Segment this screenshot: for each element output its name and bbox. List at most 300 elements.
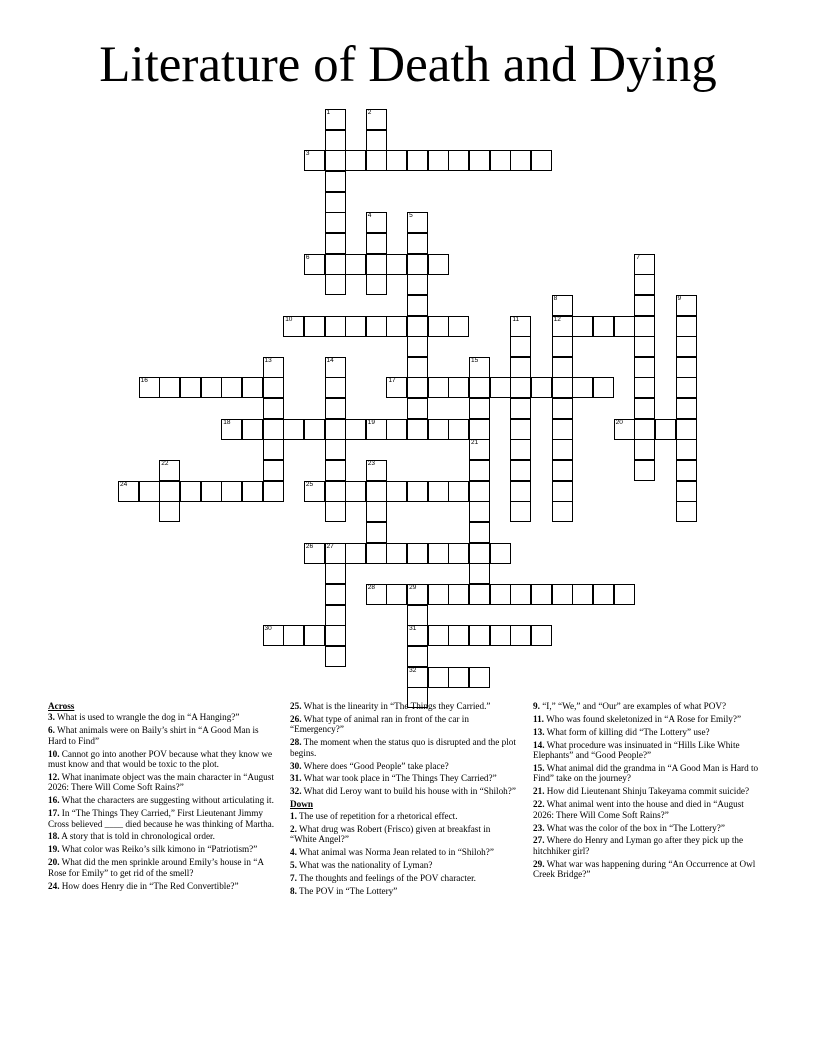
clue-text: The moment when the status quo is disrupted and the plot begins. <box>290 737 516 758</box>
grid-cell[interactable] <box>510 625 531 646</box>
grid-cell[interactable] <box>242 377 263 398</box>
clue-item <box>290 824 518 845</box>
clue-text: What type of animal ran in front of the car in “Emergency?” <box>290 713 469 735</box>
grid-cell[interactable] <box>572 584 593 605</box>
grid-cell[interactable] <box>428 481 449 502</box>
grid-cell[interactable] <box>386 377 407 398</box>
grid-cell[interactable] <box>510 439 531 460</box>
grid-cell[interactable] <box>552 419 573 440</box>
grid-cell[interactable] <box>469 625 490 646</box>
grid-cell[interactable] <box>469 584 490 605</box>
grid-cell[interactable] <box>634 274 655 295</box>
clue-number-label: 8. <box>290 885 297 896</box>
clue-number-label: 3. <box>48 712 55 723</box>
grid-cell[interactable] <box>407 646 428 667</box>
clue-text: What color was Reiko’s silk kimono in “Patriotism?” <box>59 844 258 855</box>
clue-text: The thoughts and feelings of the POV character. <box>296 872 476 883</box>
grid-cell[interactable] <box>242 481 263 502</box>
clue-item <box>48 857 276 878</box>
grid-cell[interactable] <box>552 398 573 419</box>
clue-item <box>290 701 518 711</box>
grid-cell[interactable] <box>552 357 573 378</box>
grid-cell[interactable] <box>552 295 573 316</box>
grid-cell[interactable] <box>407 481 428 502</box>
clue-number: 21 <box>471 439 479 447</box>
grid-cell[interactable] <box>490 377 511 398</box>
grid-cell[interactable] <box>469 667 490 688</box>
grid-cell[interactable] <box>263 377 284 398</box>
grid-cell[interactable] <box>325 377 346 398</box>
grid-cell[interactable] <box>386 316 407 337</box>
grid-cell[interactable] <box>634 357 655 378</box>
grid-cell[interactable] <box>469 377 490 398</box>
grid-cell[interactable] <box>242 419 263 440</box>
grid-cell[interactable] <box>510 419 531 440</box>
clue-item <box>290 761 518 771</box>
grid-cell[interactable] <box>614 419 635 440</box>
grid-cell[interactable] <box>263 398 284 419</box>
grid-cell[interactable] <box>676 501 697 522</box>
clue-number-label: 20. <box>48 857 60 868</box>
grid-cell[interactable] <box>325 460 346 481</box>
clue-number-label: 14. <box>533 739 545 750</box>
grid-cell[interactable] <box>345 419 366 440</box>
grid-cell[interactable] <box>531 377 552 398</box>
clue-number-label: 11. <box>533 713 544 724</box>
clue-text: How does Henry die in “The Red Convertible?” <box>59 880 239 891</box>
grid-cell[interactable] <box>366 254 387 275</box>
grid-cell[interactable] <box>263 439 284 460</box>
clue-number-label: 26. <box>290 713 302 724</box>
grid-cell[interactable] <box>366 274 387 295</box>
clue-item <box>533 727 765 737</box>
grid-cell[interactable] <box>469 543 490 564</box>
grid-cell[interactable] <box>386 584 407 605</box>
grid-cell[interactable] <box>325 543 346 564</box>
clue-text: What is used to wrangle the dog in “A Hanging?” <box>54 712 240 723</box>
grid-cell[interactable] <box>614 316 635 337</box>
grid-cell[interactable] <box>366 584 387 605</box>
grid-cell[interactable] <box>325 171 346 192</box>
clue-item <box>48 844 276 854</box>
grid-cell[interactable] <box>593 377 614 398</box>
clue-number-label: 13. <box>533 726 545 737</box>
grid-cell[interactable] <box>428 316 449 337</box>
grid-cell[interactable] <box>552 316 573 337</box>
clue-text: Cannot go into another POV because what they know we must know and that would be toxic to the plot. <box>48 748 273 770</box>
grid-cell[interactable] <box>510 481 531 502</box>
grid-cell[interactable] <box>180 377 201 398</box>
clue-text: In “The Things They Carried,” First Lieutenant Jimmy Cross believed ____ died because he was thinking of Martha. <box>48 808 275 829</box>
grid-cell[interactable] <box>304 254 325 275</box>
clue-number: 30 <box>264 625 272 633</box>
clue-number-label: 10. <box>48 748 60 759</box>
clue-number-label: 2. <box>290 823 297 834</box>
grid-cell[interactable] <box>634 398 655 419</box>
grid-cell[interactable] <box>325 419 346 440</box>
clue-number-label: 5. <box>290 859 297 870</box>
grid-cell[interactable] <box>510 357 531 378</box>
grid-cell[interactable] <box>325 233 346 254</box>
clue-number-label: 25. <box>290 701 302 711</box>
clue-number: 2 <box>367 109 372 116</box>
grid-cell[interactable] <box>428 543 449 564</box>
grid-cell[interactable] <box>325 481 346 502</box>
clue-number-label: 31. <box>290 773 302 784</box>
grid-cell[interactable] <box>325 109 346 130</box>
grid-cell[interactable] <box>469 460 490 481</box>
grid-cell[interactable] <box>510 316 531 337</box>
clue-number-label: 32. <box>290 786 302 797</box>
grid-cell[interactable] <box>469 481 490 502</box>
grid-cell[interactable] <box>304 316 325 337</box>
grid-cell[interactable] <box>510 584 531 605</box>
grid-cell[interactable] <box>407 212 428 233</box>
grid-cell[interactable] <box>325 439 346 460</box>
grid-cell[interactable] <box>325 274 346 295</box>
grid-cell[interactable] <box>159 377 180 398</box>
grid-cell[interactable] <box>139 377 160 398</box>
clue-text: What did the men sprinkle around Emily’s house in “A Rose for Emily” to get rid of the smell? <box>48 857 264 878</box>
grid-cell[interactable] <box>428 150 449 171</box>
clue-number: 27 <box>326 542 334 550</box>
clue-number: 5 <box>409 212 413 220</box>
grid-cell[interactable] <box>407 584 428 605</box>
clue-number-label: 17. <box>48 808 60 819</box>
grid-cell[interactable] <box>263 357 284 378</box>
grid-cell[interactable] <box>325 563 346 584</box>
clue-number: 20 <box>615 418 623 426</box>
grid-cell[interactable] <box>366 150 387 171</box>
clue-number-label: 22. <box>533 799 545 810</box>
grid-cell[interactable] <box>325 150 346 171</box>
grid-cell[interactable] <box>366 419 387 440</box>
clue-number: 13 <box>264 356 272 364</box>
grid-cell[interactable] <box>676 295 697 316</box>
grid-cell[interactable] <box>180 481 201 502</box>
grid-cell[interactable] <box>428 254 449 275</box>
clue-text: The use of repetition for a rhetorical effect. <box>296 810 458 821</box>
grid-cell[interactable] <box>201 377 222 398</box>
clue-text: The POV in “The Lottery” <box>296 885 398 896</box>
grid-cell[interactable] <box>634 419 655 440</box>
grid-cell[interactable] <box>159 481 180 502</box>
clue-number: 28 <box>367 583 376 591</box>
grid-cell[interactable] <box>552 501 573 522</box>
grid-cell[interactable] <box>448 316 469 337</box>
grid-cell[interactable] <box>366 543 387 564</box>
clue-item <box>48 808 276 829</box>
grid-cell[interactable] <box>304 625 325 646</box>
grid-cell[interactable] <box>407 357 428 378</box>
grid-cell[interactable] <box>386 543 407 564</box>
grid-cell[interactable] <box>676 460 697 481</box>
grid-cell[interactable] <box>221 377 242 398</box>
clue-number-label: 1. <box>290 810 297 821</box>
grid-cell[interactable] <box>366 212 387 233</box>
clue-text: What was the color of the box in “The Lottery?” <box>544 822 725 833</box>
grid-cell[interactable] <box>531 625 552 646</box>
grid-cell[interactable] <box>407 419 428 440</box>
grid-cell[interactable] <box>510 336 531 357</box>
grid-cell[interactable] <box>510 398 531 419</box>
grid-cell[interactable] <box>510 460 531 481</box>
clue-item <box>48 772 276 793</box>
grid-cell[interactable] <box>325 254 346 275</box>
grid-cell[interactable] <box>366 130 387 151</box>
clue-number-label: 28. <box>290 737 302 748</box>
clue-item <box>533 799 765 820</box>
grid-cell[interactable] <box>469 522 490 543</box>
grid-cell[interactable] <box>634 460 655 481</box>
clues-column-1 <box>48 701 276 894</box>
grid-cell[interactable] <box>345 316 366 337</box>
grid-cell[interactable] <box>263 625 284 646</box>
grid-cell[interactable] <box>676 481 697 502</box>
grid-cell[interactable] <box>407 254 428 275</box>
grid-cell[interactable] <box>366 460 387 481</box>
grid-cell[interactable] <box>407 233 428 254</box>
clue-number-label: 12. <box>48 771 60 782</box>
clue-section-heading: Across <box>48 701 75 711</box>
clue-text: What animals were on Baily’s shirt in “A Good Man is Hard to Find” <box>48 725 259 746</box>
clue-item <box>48 831 276 841</box>
grid-cell[interactable] <box>139 481 160 502</box>
grid-cell[interactable] <box>490 625 511 646</box>
grid-cell[interactable] <box>552 439 573 460</box>
clue-number: 7 <box>636 253 640 261</box>
clue-text: What animal was Norma Jean related to in “Shiloh?” <box>296 846 494 857</box>
grid-cell[interactable] <box>407 316 428 337</box>
clue-number: 19 <box>367 418 376 426</box>
grid-cell[interactable] <box>345 481 366 502</box>
grid-cell[interactable] <box>634 377 655 398</box>
clue-item <box>290 860 518 870</box>
grid-cell[interactable] <box>345 150 366 171</box>
grid-cell[interactable] <box>407 543 428 564</box>
grid-cell[interactable] <box>325 357 346 378</box>
grid-cell[interactable] <box>676 316 697 337</box>
grid-cell[interactable] <box>283 419 304 440</box>
grid-cell[interactable] <box>572 316 593 337</box>
grid-cell[interactable] <box>407 398 428 419</box>
clue-text: What animal went into the house and died in “August 2026: There Will Come Soft Rains?” <box>533 799 744 820</box>
grid-cell[interactable] <box>552 377 573 398</box>
grid-cell[interactable] <box>469 501 490 522</box>
grid-cell[interactable] <box>263 481 284 502</box>
clue-item <box>533 859 765 880</box>
clue-number-label: 4. <box>290 846 297 857</box>
clue-number: 6 <box>305 253 310 261</box>
clue-text: What did Leroy want to build his house with in “Shiloh?” <box>301 786 516 797</box>
grid-cell[interactable] <box>531 150 552 171</box>
grid-cell[interactable] <box>676 439 697 460</box>
grid-cell[interactable] <box>263 460 284 481</box>
clue-number: 10 <box>285 315 293 323</box>
grid-cell[interactable] <box>676 357 697 378</box>
clue-item <box>48 749 276 770</box>
grid-cell[interactable] <box>263 419 284 440</box>
grid-cell[interactable] <box>325 605 346 626</box>
grid-cell[interactable] <box>366 316 387 337</box>
grid-cell[interactable] <box>634 316 655 337</box>
grid-cell[interactable] <box>428 625 449 646</box>
grid-cell[interactable] <box>366 233 387 254</box>
grid-cell[interactable] <box>304 419 325 440</box>
clue-number-label: 19. <box>48 844 60 855</box>
clue-number: 23 <box>367 460 376 468</box>
clue-number: 11 <box>512 315 520 323</box>
grid-cell[interactable] <box>407 605 428 626</box>
grid-cell[interactable] <box>510 501 531 522</box>
grid-cell[interactable] <box>407 667 428 688</box>
clue-text: What was the nationality of Lyman? <box>296 859 433 870</box>
grid-cell[interactable] <box>325 646 346 667</box>
grid-cell[interactable] <box>469 419 490 440</box>
clues-column-3 <box>533 701 765 882</box>
grid-cell[interactable] <box>655 419 676 440</box>
grid-cell[interactable] <box>283 316 304 337</box>
clue-number: 12 <box>553 315 561 323</box>
clue-text: What war took place in “The Things They Carried?” <box>301 773 497 784</box>
clue-text: What animal did the grandma in “A Good Man is Hard to Find” take on the journey? <box>533 763 759 784</box>
grid-cell[interactable] <box>428 419 449 440</box>
clue-number: 29 <box>409 583 417 591</box>
grid-cell[interactable] <box>386 254 407 275</box>
grid-cell[interactable] <box>159 460 180 481</box>
clue-number: 26 <box>305 542 314 550</box>
grid-cell[interactable] <box>407 377 428 398</box>
clue-item <box>533 763 765 784</box>
grid-cell[interactable] <box>634 336 655 357</box>
grid-cell[interactable] <box>676 398 697 419</box>
grid-cell[interactable] <box>221 481 242 502</box>
clue-item <box>533 835 765 856</box>
grid-cell[interactable] <box>304 543 325 564</box>
grid-cell[interactable] <box>510 377 531 398</box>
clue-number: 22 <box>161 460 169 468</box>
grid-cell[interactable] <box>325 584 346 605</box>
grid-cell[interactable] <box>448 625 469 646</box>
grid-cell[interactable] <box>366 109 387 130</box>
grid-cell[interactable] <box>304 481 325 502</box>
grid-cell[interactable] <box>634 254 655 275</box>
clue-number: 17 <box>388 377 396 385</box>
clue-item <box>290 773 518 783</box>
grid-cell[interactable] <box>283 625 304 646</box>
clue-text: Who was found skeletonized in “A Rose for Emily?” <box>543 713 742 724</box>
grid-cell[interactable] <box>676 336 697 357</box>
grid-cell[interactable] <box>490 584 511 605</box>
grid-cell[interactable] <box>510 150 531 171</box>
clue-number: 31 <box>409 625 417 633</box>
grid-cell[interactable] <box>490 150 511 171</box>
grid-cell[interactable] <box>552 460 573 481</box>
grid-cell[interactable] <box>386 419 407 440</box>
grid-cell[interactable] <box>490 543 511 564</box>
clue-number: 1 <box>326 109 331 116</box>
grid-cell[interactable] <box>325 398 346 419</box>
grid-cell[interactable] <box>304 150 325 171</box>
grid-cell[interactable] <box>366 501 387 522</box>
grid-cell[interactable] <box>428 667 449 688</box>
clue-text: What drug was Robert (Frisco) given at breakfast in “White Angel?” <box>290 823 491 844</box>
grid-cell[interactable] <box>386 481 407 502</box>
grid-cell[interactable] <box>634 439 655 460</box>
grid-cell[interactable] <box>325 212 346 233</box>
grid-cell[interactable] <box>593 316 614 337</box>
grid-cell[interactable] <box>676 377 697 398</box>
clue-number-label: 9. <box>533 701 540 711</box>
clue-item <box>290 886 518 896</box>
grid-cell[interactable] <box>407 150 428 171</box>
grid-cell[interactable] <box>325 501 346 522</box>
clue-text: “I,” “We,” and “Our” are examples of what POV? <box>539 701 727 711</box>
grid-cell[interactable] <box>325 130 346 151</box>
grid-cell[interactable] <box>614 584 635 605</box>
grid-cell[interactable] <box>366 481 387 502</box>
clue-text: Where does “Good People” take place? <box>301 760 449 771</box>
grid-cell[interactable] <box>552 336 573 357</box>
grid-cell[interactable] <box>345 254 366 275</box>
grid-cell[interactable] <box>407 295 428 316</box>
grid-cell[interactable] <box>469 563 490 584</box>
grid-cell[interactable] <box>552 481 573 502</box>
grid-cell[interactable] <box>572 377 593 398</box>
grid-cell[interactable] <box>469 398 490 419</box>
grid-cell[interactable] <box>448 481 469 502</box>
grid-cell[interactable] <box>118 481 139 502</box>
grid-cell[interactable] <box>407 274 428 295</box>
grid-cell[interactable] <box>469 439 490 460</box>
grid-cell[interactable] <box>407 336 428 357</box>
grid-cell[interactable] <box>407 625 428 646</box>
grid-cell[interactable] <box>325 192 346 213</box>
clue-item <box>48 725 276 746</box>
grid-cell[interactable] <box>325 625 346 646</box>
grid-cell[interactable] <box>469 150 490 171</box>
grid-cell[interactable] <box>676 419 697 440</box>
grid-cell[interactable] <box>386 150 407 171</box>
grid-cell[interactable] <box>448 419 469 440</box>
grid-cell[interactable] <box>552 584 573 605</box>
clue-number: 16 <box>140 377 148 385</box>
grid-cell[interactable] <box>428 584 449 605</box>
grid-cell[interactable] <box>448 377 469 398</box>
grid-cell[interactable] <box>201 481 222 502</box>
clue-number: 9 <box>677 294 682 302</box>
grid-cell[interactable] <box>159 501 180 522</box>
grid-cell[interactable] <box>531 584 552 605</box>
grid-cell[interactable] <box>221 419 242 440</box>
grid-cell[interactable] <box>469 357 490 378</box>
grid-cell[interactable] <box>448 584 469 605</box>
grid-cell[interactable] <box>366 522 387 543</box>
grid-cell[interactable] <box>345 543 366 564</box>
clue-number-label: 15. <box>533 763 545 774</box>
grid-cell[interactable] <box>448 543 469 564</box>
clue-text: What the characters are suggesting without articulating it. <box>59 795 274 806</box>
clue-item <box>533 740 765 761</box>
grid-cell[interactable] <box>428 377 449 398</box>
clue-number: 8 <box>553 294 558 302</box>
grid-cell[interactable] <box>448 150 469 171</box>
grid-cell[interactable] <box>593 584 614 605</box>
grid-cell[interactable] <box>634 295 655 316</box>
grid-cell[interactable] <box>325 316 346 337</box>
grid-cell[interactable] <box>448 667 469 688</box>
clue-item <box>290 714 518 735</box>
